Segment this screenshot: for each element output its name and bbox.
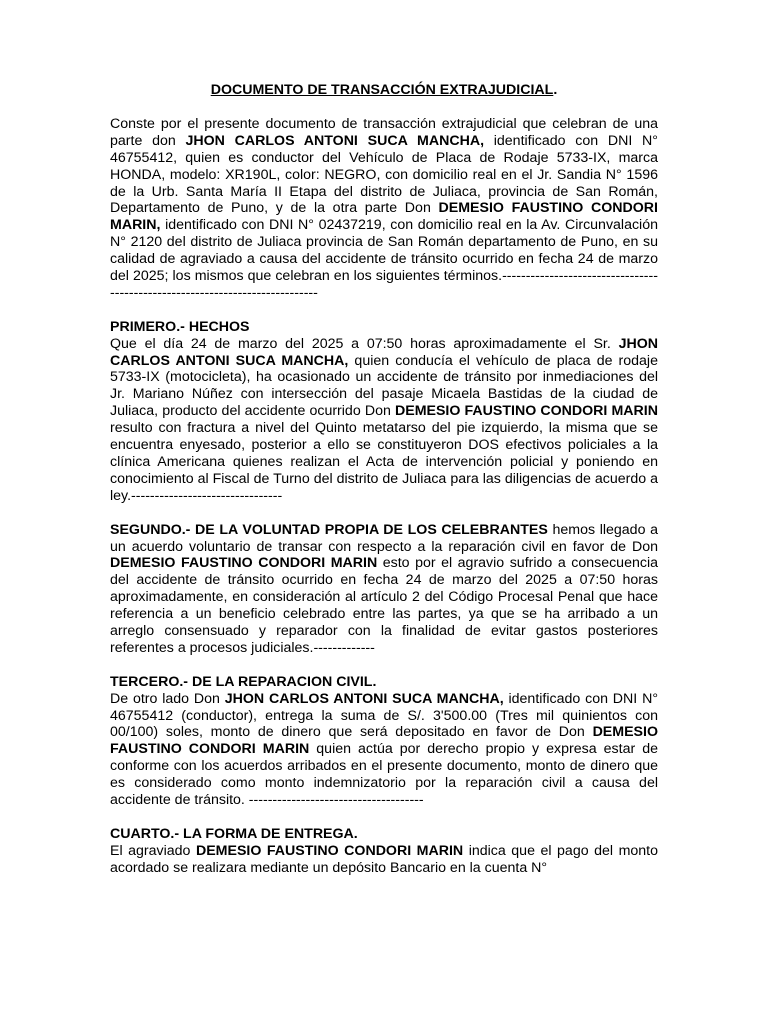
tercero-text-3: quien actúa por derecho propio y expresa estar de conforme con los acuerdos arribados en el presente documento, monto de dinero que es considerado como monto indemnizatorio por la reparación civil a causa del accidente de tránsito. ------------------------------------- xyxy=(110,741,658,809)
document-page xyxy=(110,82,658,894)
section-tercero-heading: TERCERO.- DE LA REPARACION CIVIL. xyxy=(110,673,377,690)
section-cuarto-heading: CUARTO.- LA FORMA DE ENTREGA. xyxy=(110,825,358,842)
document-title xyxy=(110,82,658,99)
segundo-text-2: esto por el agravio sufrido a consecuencia del accidente de tránsito ocurrido en fecha 24 de marzo del 2025 a 07:50 horas aproximadamente, en consideración al artículo 2 del Código Procesal Penal que hace referencia a un beneficio celebrado entre las partes, ya que se ha arribado a un arreglo consensuado y reparador con la finalidad de evitar gastos posteriores referentes a procesos judiciales.------------- xyxy=(110,555,658,656)
tercero-name-2: DEMESIO FAUSTINO CONDORI MARIN xyxy=(110,724,658,758)
segundo-name-1: DEMESIO FAUSTINO CONDORI MARIN xyxy=(110,555,378,572)
segundo-text-1: hemos llegado a un acuerdo voluntario de transar con respecto a la reparación civil en favor de Don xyxy=(110,521,658,555)
primero-text-2: quien conducía el vehículo de placa de rodaje 5733-IX (motocicleta), ha ocasionado un accidente de tránsito por inmediaciones del Jr. Mariano Núñez con intersección del pasaje Micaela Bastidas de la ciudad de Juliaca, producto del accidente ocurrido Don xyxy=(110,352,658,420)
document-title-text: DOCUMENTO DE TRANSACCIÓN EXTRAJUDICIAL xyxy=(210,82,554,98)
intro-text-2: identificado con DNI N° 46755412, quien es conductor del Vehículo de Placa de Rodaje 5733-IX, marca HONDA, modelo: XR190L, color: NEGRO, con domicilio real en el Jr. Sandia N° 1596 de la Urb. Santa María II Etapa del distrito de Juliaca, provincia de San Román, Departamento de Puno, y de la otra parte Don xyxy=(110,132,658,217)
intro-name-1: JHON CARLOS ANTONI SUCA MANCHA, xyxy=(185,132,485,149)
primero-text-3: resulto con fractura a nivel del Quinto metatarso del pie izquierdo, la misma que se encuentra enyesado, posterior a ello se constituyeron DOS efectivos policiales a la clínica Americana quienes realizan el Acta de intervención policial y poniendo en conocimiento al Fiscal de Turno del distrito de Juliaca para las diligencias de acuerdo a ley.-------------------------------- xyxy=(110,420,658,504)
tercero-text-2: identificado con DNI N° 46755412 (conductor), entrega la suma de S/. 3'500.00 (Tres mil quinientos con 00/100) soles, monto de dinero que será depositado en favor de Don xyxy=(110,690,658,741)
document-title-period: . xyxy=(553,82,558,98)
section-segundo-heading: SEGUNDO.- DE LA VOLUNTAD PROPIA DE LOS CELEBRANTES xyxy=(110,521,548,538)
cuarto-name-1: DEMESIO FAUSTINO CONDORI MARIN xyxy=(195,842,464,859)
section-primero xyxy=(110,319,658,505)
tercero-name-1: JHON CARLOS ANTONI SUCA MANCHA, xyxy=(224,690,504,707)
primero-name-2: DEMESIO FAUSTINO CONDORI MARIN xyxy=(394,403,658,420)
intro-name-2: DEMESIO FAUSTINO CONDORI MARIN, xyxy=(110,200,658,234)
intro-text-3: identificado con DNI N° 02437219, con domicilio real en la Av. Circunvalación N° 2120 del distrito de Juliaca provincia de San Román departamento de Puno, en su calidad de agraviado a causa del accidente de tránsito ocurrido en fecha 24 de marzo del 2025; los mismos que celebran en los siguientes términos.----------------------------------------------------------------------------- xyxy=(110,217,658,301)
section-tercero xyxy=(110,674,658,809)
intro-text-1: Conste por el presente documento de transacción extrajudicial que celebran de una parte don xyxy=(110,115,658,149)
section-segundo xyxy=(110,522,658,657)
intro-paragraph xyxy=(110,116,658,302)
cuarto-text-2: indica que el pago del monto acordado se realizara mediante un depósito Bancario en la cuenta N° xyxy=(110,842,659,876)
section-cuarto xyxy=(110,826,658,877)
section-primero-heading: PRIMERO.- HECHOS xyxy=(110,318,250,335)
tercero-text-1: De otro lado Don xyxy=(110,690,225,707)
primero-name-1: JHON CARLOS ANTONI SUCA MANCHA, xyxy=(110,335,658,369)
primero-text-1: Que el día 24 de marzo del 2025 a 07:50 horas aproximadamente el Sr. xyxy=(110,335,619,352)
cuarto-text-1: El agraviado xyxy=(110,842,196,859)
